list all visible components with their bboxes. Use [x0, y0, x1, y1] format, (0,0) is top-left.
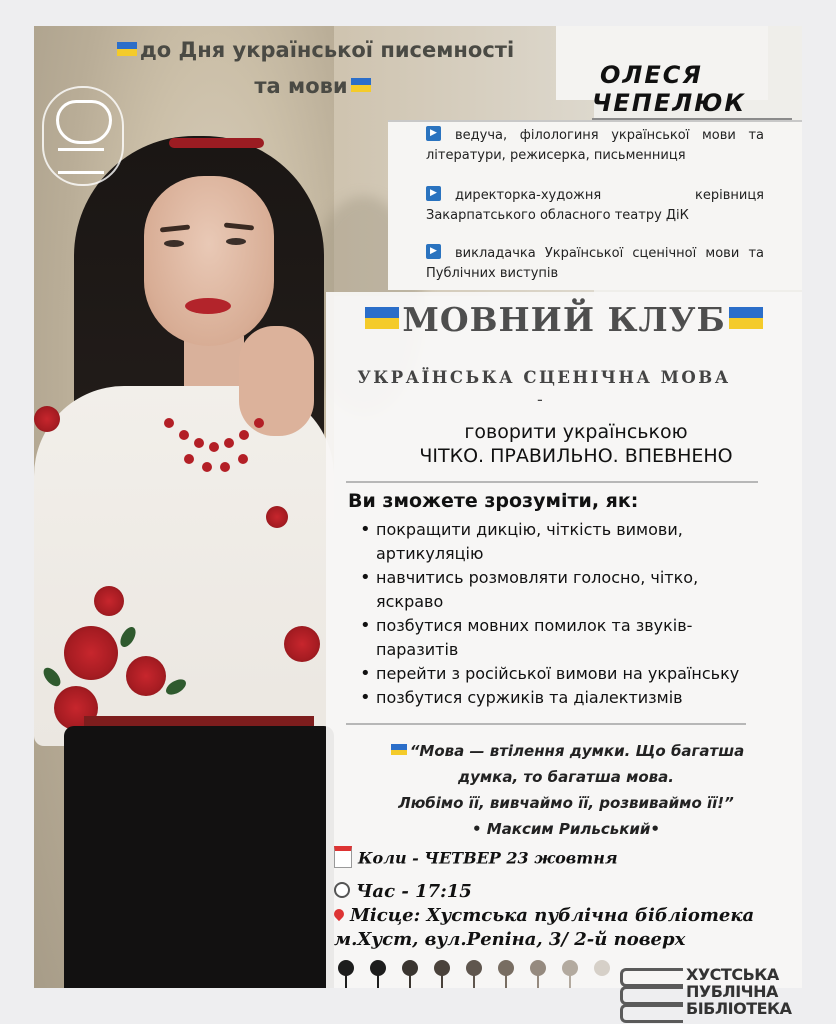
quote-line: “Мова — втілення думки. Що багатша: [346, 738, 786, 764]
library-logo-line: БІБЛІОТЕКА: [686, 999, 792, 1018]
event-place: Місце: Хустська публічна бібліотека: [334, 904, 754, 928]
decorative-dot-stem: [441, 974, 443, 988]
ukraine-flag-icon: [365, 307, 399, 329]
portrait-left-eye: [164, 240, 184, 247]
embroidery-flower: [34, 406, 60, 432]
club-title: МОВНИЙ КЛУБ: [326, 296, 802, 344]
speaker-last-name: ЧЕПЕЛЮК: [592, 89, 746, 117]
clock-icon: [334, 882, 350, 898]
library-logo-text: [686, 966, 792, 1017]
quote-author: • Максим Рильський•: [471, 820, 661, 838]
embroidery-flower: [64, 626, 118, 680]
necklace-bead: [224, 438, 234, 448]
benefit-item: • перейти з російської вимови на українську: [354, 662, 744, 686]
decorative-dot-stem: [505, 974, 507, 988]
necklace-bead: [179, 430, 189, 440]
benefits-heading: Ви зможете зрозуміти, як:: [348, 490, 639, 512]
portrait-right-eye: [226, 238, 246, 245]
play-icon: ▶: [426, 244, 441, 259]
event-when: Коли - ЧЕТВЕР 23 жовтня: [334, 848, 618, 870]
decorative-dot-stem: [473, 974, 475, 988]
ukraine-flag-icon: [351, 78, 371, 92]
theatre-logo-banner: [58, 148, 104, 174]
decorative-dot-stem: [569, 974, 571, 988]
portrait-headband: [169, 138, 264, 148]
header-line-2: та мови: [34, 68, 594, 104]
book-shape: [620, 986, 683, 1005]
decorative-dot-stem: [537, 974, 539, 988]
benefit-item: • позбутися мовних помилок та звуків-паразитів: [354, 614, 744, 662]
portrait-face: [144, 176, 274, 346]
necklace-bead: [194, 438, 204, 448]
necklace-bead: [220, 462, 230, 472]
divider: [346, 481, 758, 483]
event-time: Час - 17:15: [334, 880, 472, 904]
ukraine-flag-icon: [391, 744, 407, 755]
book-shape: [620, 1004, 683, 1023]
necklace-bead: [164, 418, 174, 428]
portrait-lips: [185, 298, 231, 314]
quote-line: Любімо її, вивчаймо її, розвиваймо її!”: [398, 794, 734, 812]
embroidery-flower: [284, 626, 320, 662]
quote-line: думка, то багатша мова.: [458, 768, 674, 786]
quote-block: [346, 738, 786, 842]
books-icon: [620, 968, 680, 1022]
ukraine-flag-icon: [729, 307, 763, 329]
decorative-dot: [594, 960, 610, 976]
club-tagline-1: говорити українською: [464, 421, 688, 443]
embroidery-flower: [266, 506, 288, 528]
ukraine-flag-icon: [117, 42, 137, 56]
play-icon: ▶: [426, 126, 441, 141]
club-dash: -: [537, 390, 543, 409]
necklace-bead: [239, 430, 249, 440]
necklace-bead: [202, 462, 212, 472]
speaker-first-name: ОЛЕСЯ: [600, 61, 703, 89]
benefit-item: • позбутися суржиків та діалектизмів: [354, 686, 744, 710]
calendar-icon: [334, 846, 352, 868]
portrait-hand: [239, 326, 314, 436]
decorative-dot-stem: [409, 974, 411, 988]
location-pin-icon: [332, 907, 346, 921]
portrait-skirt: [64, 726, 334, 988]
club-subtitle: УКРАЇНСЬКА СЦЕНІЧНА МОВА: [357, 368, 731, 387]
theatre-mask-icon: [56, 100, 112, 144]
event-address: м.Хуст, вул.Репіна, 3/ 2-й поверх: [334, 929, 686, 950]
benefit-item: • навчитись розмовляти голосно, чітко, яскраво: [354, 566, 744, 614]
embroidery-flower: [94, 586, 124, 616]
embroidery-flower: [126, 656, 166, 696]
library-logo-line: ХУСТСЬКА: [686, 965, 779, 984]
bio-item: ▶ директорка-художня керівниця Закарпатського обласного театру ДіК: [426, 188, 764, 223]
play-icon: ▶: [426, 186, 441, 201]
benefit-item: • покращити дикцію, чіткість вимови, артикуляцію: [354, 518, 744, 566]
benefits-list: [354, 518, 744, 710]
necklace-bead: [238, 454, 248, 464]
bio-item: ▶ викладачка Української сценічної мови та Публічних виступів: [426, 246, 764, 281]
divider: [346, 723, 746, 725]
decorative-dot-stem: [345, 974, 347, 988]
book-shape: [620, 968, 683, 987]
header-line-1: до Дня української писемності: [34, 32, 594, 68]
necklace-bead: [254, 418, 264, 428]
decorative-dot-stem: [377, 974, 379, 988]
library-logo-line: ПУБЛІЧНА: [686, 982, 778, 1001]
event-header: [34, 32, 594, 104]
necklace-bead: [209, 442, 219, 452]
bio-item: ▶ ведуча, філологиня української мови та літератури, режисерка, письменниця: [426, 128, 764, 163]
necklace-bead: [184, 454, 194, 464]
club-tagline-2: ЧІТКО. ПРАВИЛЬНО. ВПЕВНЕНО: [419, 445, 733, 467]
